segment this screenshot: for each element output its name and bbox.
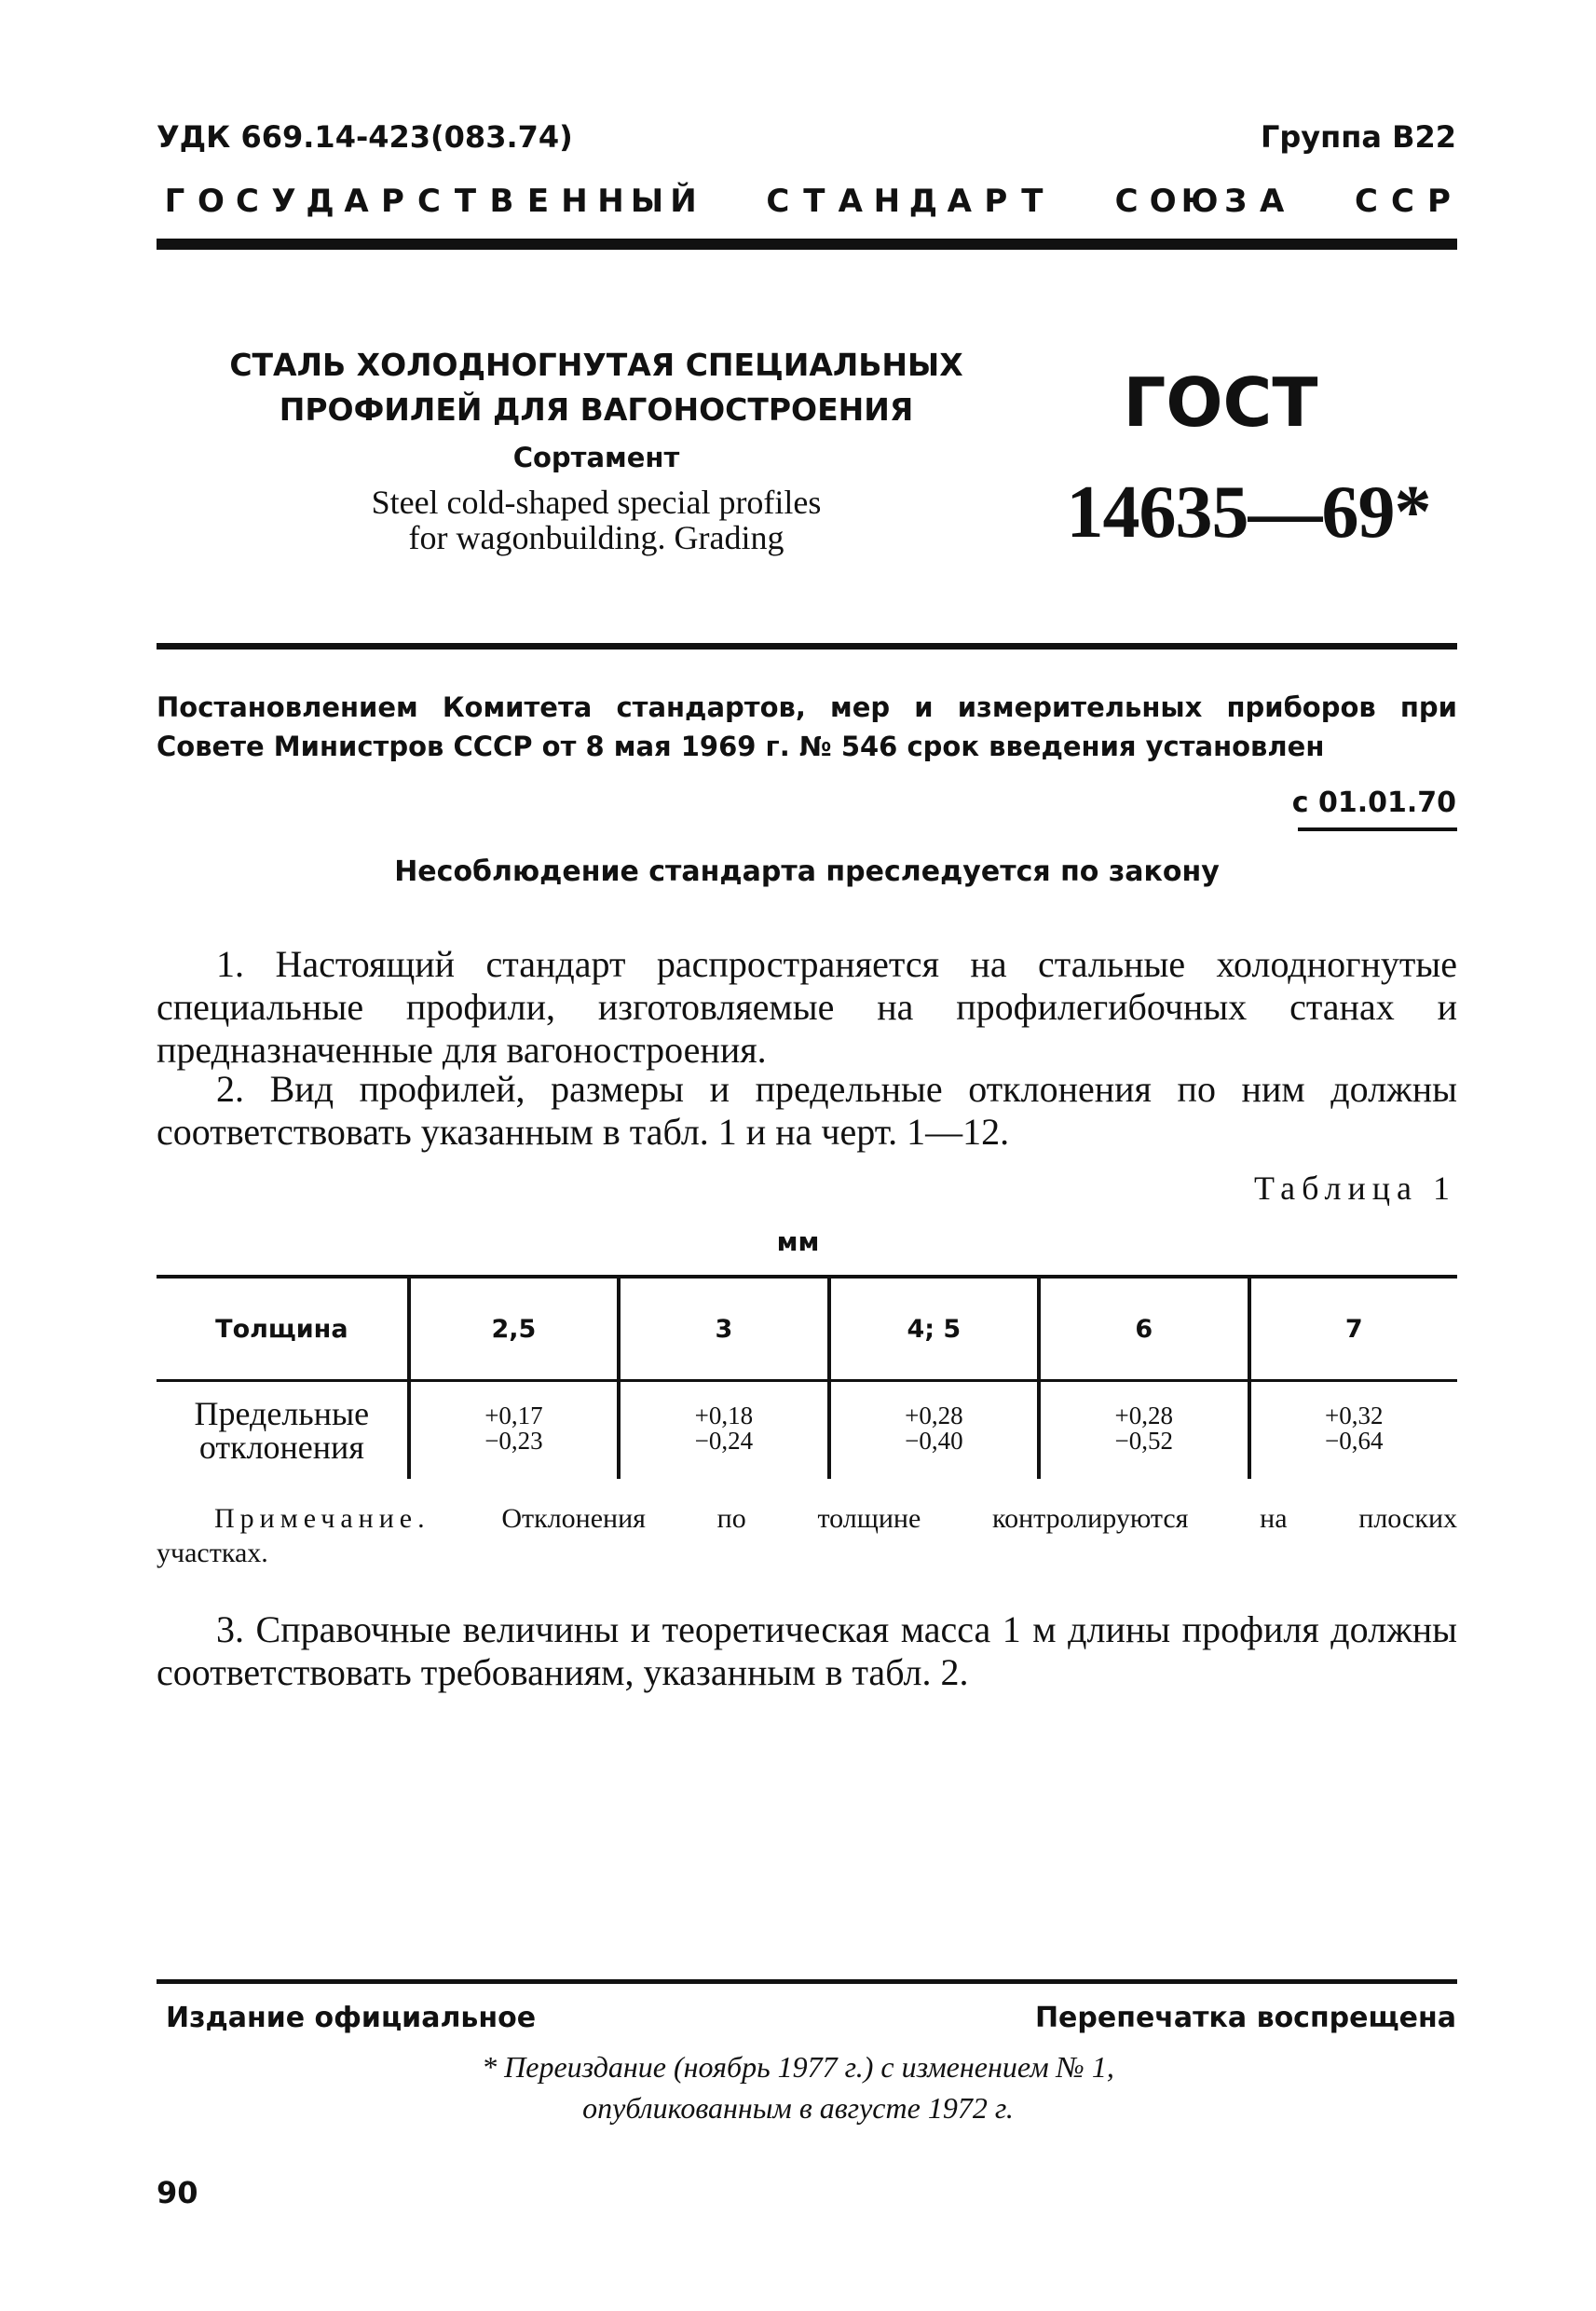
thickness-tolerance-table	[157, 1275, 1457, 1479]
footer-divider	[157, 1979, 1457, 1984]
decree-text: Постановлением Комитета стандартов, мер и измерительных приборов при Совете Министров СССР от 8 мая 1969 г. № 546 срок введения установлен	[157, 691, 1457, 762]
tolerance-cell	[829, 1381, 1039, 1480]
tolerance-minus: −0,24	[694, 1427, 754, 1455]
edition-notice: Издание официальное	[166, 2002, 537, 2034]
russian-title	[214, 343, 978, 432]
group-code: Группа В22	[1260, 119, 1456, 155]
title-divider	[157, 643, 1457, 650]
tolerance-cell	[1039, 1381, 1248, 1480]
english-title-line-2: for wagonbuilding. Grading	[408, 519, 784, 556]
reissue-note	[0, 2046, 1596, 2128]
state-title-word: Г О С У Д А Р С Т В Е Н Н Ы Й	[164, 183, 697, 220]
effective-date-underline	[1298, 827, 1457, 831]
reprint-notice: Перепечатка воспрещена	[1034, 2002, 1456, 2034]
table-caption: Таблица 1	[1254, 1169, 1456, 1207]
note-text-line-1: Отклонения по толщине контролируются на плоских	[501, 1503, 1457, 1534]
title-block	[214, 343, 978, 555]
state-title-word: С О Ю З А	[1114, 183, 1285, 220]
english-title	[214, 485, 978, 555]
tolerance-plus: +0,28	[905, 1402, 963, 1429]
reissue-line-2: опубликованным в августе 1972 г.	[582, 2091, 1014, 2125]
header-cell: 4; 5	[829, 1277, 1039, 1381]
russian-title-line-2: ПРОФИЛЕЙ ДЛЯ ВАГОНОСТРОЕНИЯ	[279, 391, 914, 428]
russian-title-line-1: СТАЛЬ ХОЛОДНОГНУТАЯ СПЕЦИАЛЬНЫХ	[229, 347, 963, 383]
sortament-label: Сортамент	[512, 442, 680, 473]
state-standard-title	[157, 183, 1457, 220]
table-header-row	[157, 1277, 1457, 1381]
row-header-line-1: Предельные	[194, 1395, 370, 1432]
tolerance-minus: −0,23	[484, 1427, 543, 1455]
header-cell: 6	[1039, 1277, 1248, 1381]
row-header-line-2: отклонения	[198, 1429, 364, 1466]
table-row	[157, 1381, 1457, 1480]
paragraph-3: 3. Справочные величины и теоретическая масса 1 м длины профиля должны соответствовать требованиям, указанным в табл. 2.	[157, 1608, 1457, 1693]
reissue-line-1: * Переиздание (ноябрь 1977 г.) с изменением № 1,	[482, 2050, 1114, 2084]
header-cell-thickness: Толщина	[157, 1277, 409, 1381]
tolerance-plus: +0,18	[694, 1402, 754, 1429]
tolerance-minus: −0,52	[1114, 1427, 1174, 1455]
tolerance-plus: +0,28	[1114, 1402, 1174, 1429]
paragraph-1: 1. Настоящий стандарт распространяется на стальные холодногнутые специальные профили, изготовляемые на профилегибочных станах и предназначенные для вагоностроения.	[157, 943, 1457, 1071]
liability-notice: Несоблюдение стандарта преследуется по закону	[394, 855, 1220, 888]
gost-label: ГОСТ	[1123, 363, 1318, 442]
note-text-line-2: участках.	[157, 1538, 268, 1568]
header-cell: 2,5	[409, 1277, 619, 1381]
tolerance-plus: +0,32	[1325, 1402, 1384, 1429]
effective-date: с 01.01.70	[1291, 786, 1456, 819]
header-cell: 7	[1249, 1277, 1457, 1381]
tolerance-minus: −0,64	[1325, 1427, 1384, 1455]
state-title-word: С Т А Н Д А Р Т	[766, 183, 1044, 220]
state-title-word: С С Р	[1355, 183, 1451, 220]
page-number: 90	[157, 2175, 198, 2210]
paragraph-2: 2. Вид профилей, размеры и предельные отклонения по ним должны соответствовать указанным в табл. 1 и на черт. 1—12.	[157, 1068, 1457, 1153]
tolerance-cell	[1249, 1381, 1457, 1480]
table-note	[214, 1502, 1457, 1536]
table-units: мм	[776, 1226, 820, 1257]
tolerance-plus: +0,17	[484, 1402, 543, 1429]
gost-number: 14635—69*	[1066, 472, 1431, 554]
header-divider	[157, 239, 1457, 250]
tolerance-cell	[409, 1381, 619, 1480]
row-header-cell	[157, 1381, 409, 1480]
udk-code: УДК 669.14-423(083.74)	[157, 119, 573, 155]
tolerance-cell	[619, 1381, 828, 1480]
english-title-line-1: Steel cold-shaped special profiles	[371, 484, 822, 521]
header-cell: 3	[619, 1277, 828, 1381]
note-label: Примечание.	[214, 1503, 430, 1534]
tolerance-minus: −0,40	[905, 1427, 963, 1455]
